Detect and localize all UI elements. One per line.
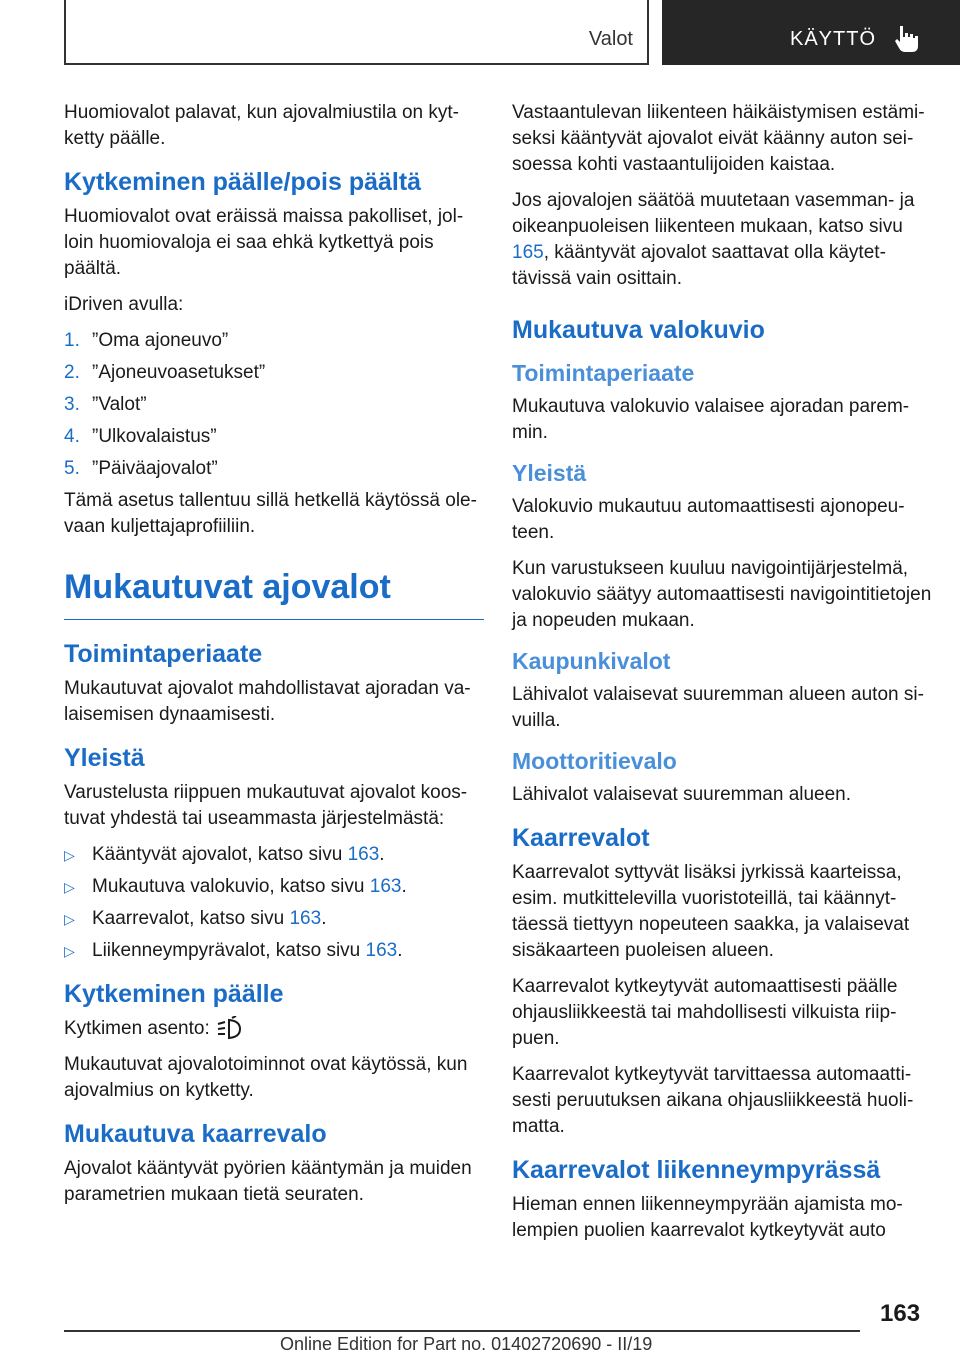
bullet-end: .	[397, 940, 403, 961]
section-heading: Kaarrevalot liikenneympyrässä	[512, 1156, 881, 1184]
section-heading: Toimintaperiaate	[64, 640, 263, 668]
page-link[interactable]: 163	[289, 908, 322, 929]
paragraph: Mukautuva valokuvio valaisee ajoradan paremmin.	[512, 396, 910, 443]
bullet-text: Kaarrevalot, katso sivu	[92, 908, 290, 929]
paragraph: Huomiovalot ovat eräissä maissa pakolliset, jolloin huomiovaloja ei saa ehkä kytkettyä pois päältä.	[64, 206, 464, 279]
section-heading: Kaarrevalot	[512, 824, 650, 852]
header-section-title: Valot	[588, 28, 633, 50]
paragraph	[64, 1016, 484, 1042]
switch-position-label: Kytkimen asento:	[64, 1018, 210, 1040]
section-heading: Kytkeminen päälle/pois päältä	[64, 168, 422, 196]
right-column	[512, 100, 932, 1254]
paragraph: Hieman ennen liikenneympyrään ajamista molempien puolien kaarrevalot kytkeytyvät auto	[512, 1194, 903, 1241]
step-number: 5.	[64, 458, 80, 479]
text-span: Jos ajovalojen säätöä muutetaan vasemman- ja oikeanpuoleisen liikenteen mukaan, katso sivu	[512, 190, 915, 237]
systems-list	[64, 842, 484, 964]
auto-headlight-icon	[216, 1016, 244, 1042]
list-item	[64, 424, 484, 450]
triangle-bullet-icon: ▷	[64, 847, 75, 863]
list-item	[64, 392, 484, 418]
paragraph: Tämä asetus tallentuu sillä hetkellä käytössä olevaan kuljettajaprofiiliin.	[64, 490, 477, 537]
paragraph: Ajovalot kääntyvät pyörien kääntymän ja muiden parametrien mukaan tietä seuraten.	[64, 1158, 472, 1206]
paragraph: Varustelusta riippuen mukautuvat ajovalot koostuvat yhdestä tai useammasta järjestelmästä:	[64, 782, 468, 829]
bullet-text: Liikenneympyrävalot, katso sivu	[92, 940, 366, 961]
step-number: 4.	[64, 426, 80, 447]
list-item	[64, 456, 484, 482]
paragraph: Lähivalot valaisevat suuremman alueen auton sivuilla.	[512, 684, 924, 731]
subsection-heading: Kaupunkivalot	[512, 648, 671, 674]
step-text: ”Oma ajoneuvo”	[92, 330, 229, 351]
footer-edition-text: Online Edition for Part no. 01402720690 - II/19	[280, 1334, 653, 1354]
bullet-end: .	[379, 844, 385, 865]
paragraph: Valokuvio mukautuu automaattisesti ajonopeuteen.	[512, 496, 905, 543]
header-chapter-tab	[662, 0, 960, 65]
list-item	[64, 906, 484, 932]
page-link[interactable]: 163	[369, 876, 402, 897]
section-heading: Mukautuva kaarrevalo	[64, 1120, 327, 1149]
section-heading: Mukautuva valokuvio	[512, 316, 765, 344]
header-section-box	[64, 0, 649, 65]
list-item	[64, 938, 484, 964]
triangle-bullet-icon: ▷	[64, 911, 75, 927]
page-link[interactable]: 163	[365, 940, 398, 961]
section-heading: Yleistä	[64, 744, 145, 772]
step-number: 3.	[64, 394, 80, 415]
paragraph	[512, 188, 932, 292]
step-number: 1.	[64, 330, 80, 351]
paragraph: Kaarrevalot kytkeytyvät automaattisesti päälle ohjausliikkeestä tai mahdollisesti vilkuista riippuen.	[512, 976, 898, 1049]
paragraph: Lähivalot valaisevat suuremman alueen.	[512, 784, 852, 805]
list-item	[64, 874, 484, 900]
page-link[interactable]: 163	[347, 844, 380, 865]
step-text: ”Ajoneuvoasetukset”	[92, 362, 266, 383]
bullet-text: Mukautuva valokuvio, katso sivu	[92, 876, 370, 897]
subsection-heading: Toimintaperiaate	[512, 360, 695, 386]
page-link[interactable]: 165	[512, 242, 544, 263]
paragraph: Mukautuvat ajovalotoiminnot ovat käytössä, kun ajovalmius on kytketty.	[64, 1054, 468, 1102]
paragraph: Kaarrevalot kytkeytyvät tarvittaessa automaattisesti peruutuksen aikana ohjausliikkeestä huolimatta.	[512, 1064, 914, 1137]
step-number: 2.	[64, 362, 80, 383]
header-chapter-label: KÄYTTÖ	[790, 28, 877, 50]
list-item	[64, 842, 484, 868]
bullet-text: Kääntyvät ajovalot, katso sivu	[92, 844, 348, 865]
pointing-hand-icon	[894, 24, 920, 54]
list-item	[64, 360, 484, 386]
paragraph: Mukautuvat ajovalot mahdollistavat ajoradan valaisemisen dynaamisesti.	[64, 678, 471, 725]
triangle-bullet-icon: ▷	[64, 879, 75, 895]
paragraph: iDriven avulla:	[64, 294, 184, 315]
idrive-steps-list	[64, 328, 484, 482]
page-number: 163	[880, 1300, 921, 1327]
step-text: ”Valot”	[92, 394, 147, 415]
paragraph: Huomiovalot palavat, kun ajovalmiustila on kytketty päälle.	[64, 102, 459, 149]
subsection-heading: Moottoritievalo	[512, 748, 677, 774]
list-item	[64, 328, 484, 354]
step-text: ”Päiväajovalot”	[92, 458, 218, 479]
subsection-heading: Yleistä	[512, 460, 587, 486]
left-column	[64, 100, 484, 1218]
paragraph: Kun varustukseen kuuluu navigointijärjestelmä, valokuvio säätyy automaattisesti navigointitietojen ja nopeuden mukaan.	[512, 558, 932, 631]
section-heading: Kytkeminen päälle	[64, 980, 284, 1008]
paragraph: Kaarrevalot syttyvät lisäksi jyrkissä kaarteissa, esim. mutkittelevilla vuoristoteillä, tai käännyttäessä tiettyyn nopeuteen saakka, ja valaisevat sisäkaarteen puoleisen alueen.	[512, 862, 910, 961]
bullet-end: .	[321, 908, 327, 929]
triangle-bullet-icon: ▷	[64, 943, 75, 959]
footer-divider	[64, 1330, 860, 1332]
step-text: ”Ulkovalaistus”	[92, 426, 217, 447]
paragraph: Vastaantulevan liikenteen häikäistymisen estämiseksi kääntyvät ajovalot eivät käänny auton seisoessa kohti vastaantulijoiden kaistaa.	[512, 102, 925, 175]
chapter-heading: Mukautuvat ajovalot	[64, 568, 484, 620]
bullet-end: .	[401, 876, 407, 897]
text-span: , kääntyvät ajovalot saattavat olla käytettävissä vain osittain.	[512, 242, 886, 289]
